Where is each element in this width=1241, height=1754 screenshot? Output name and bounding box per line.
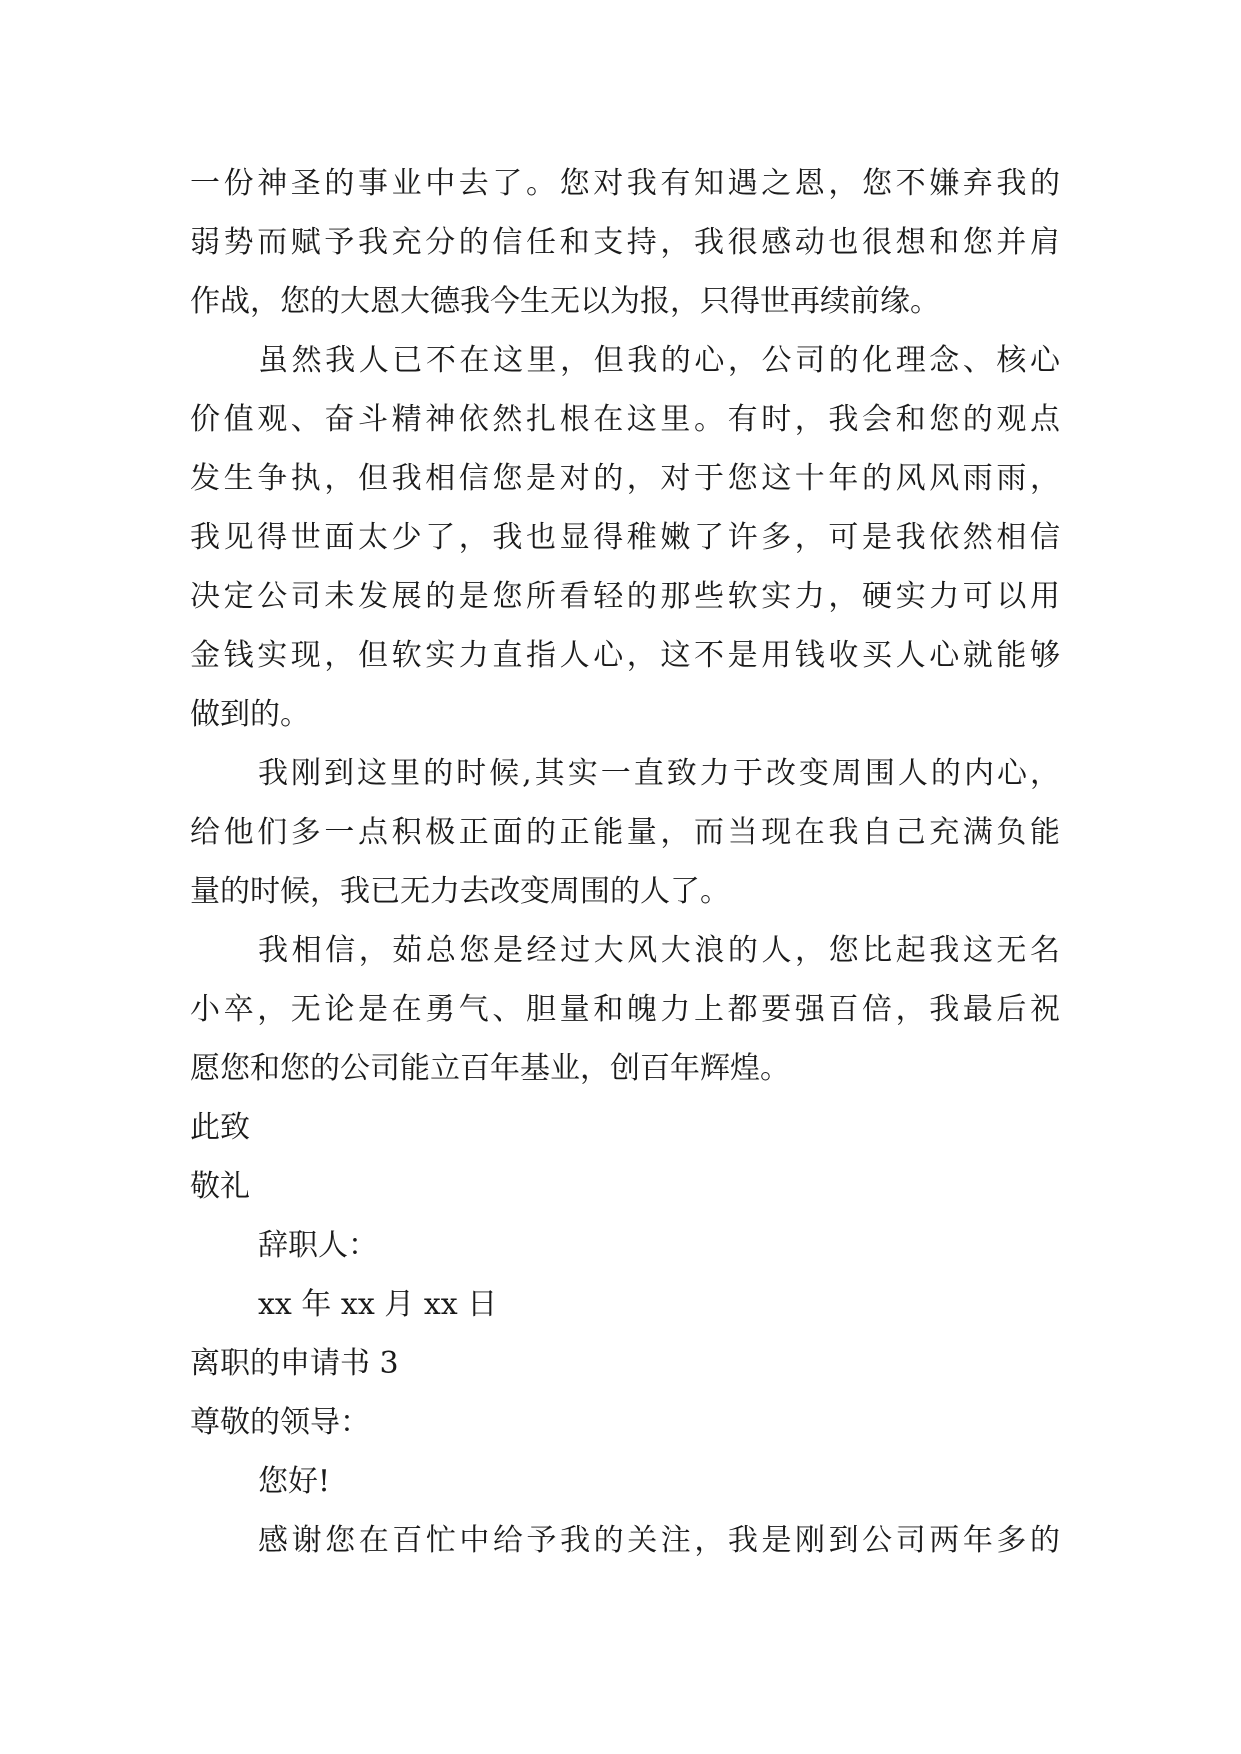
paragraph: [190, 331, 1060, 744]
text-line: 决定公司未发展的是您所看轻的那些软实力，硬实力可以用: [190, 579, 1060, 614]
text-line: 做到的。: [190, 697, 310, 732]
paragraph: [190, 921, 1060, 1098]
text-line: 感谢您在百忙中给予我的关注，我是刚到公司两年多的: [258, 1523, 1060, 1558]
text-line: 我相信，茹总您是经过大风大浪的人，您比起我这无名: [258, 933, 1060, 968]
closing-line: 此致: [190, 1110, 250, 1145]
text-line: 愿您和您的公司能立百年基业，创百年辉煌。: [190, 1051, 790, 1086]
text-line: 我见得世面太少了，我也显得稚嫩了许多，可是我依然相信: [190, 520, 1060, 555]
text-line: 小卒，无论是在勇气、胆量和魄力上都要强百倍，我最后祝: [190, 992, 1060, 1027]
text-line: 弱势而赋予我充分的信任和支持，我很感动也很想和您并肩: [190, 225, 1060, 260]
text-line: 作战，您的大恩大德我今生无以为报，只得世再续前缘。: [190, 284, 940, 319]
text-line: 一份神圣的事业中去了。您对我有知遇之恩，您不嫌弃我的: [190, 166, 1060, 201]
paragraph: [190, 154, 1060, 331]
closing-line: 敬礼: [190, 1169, 250, 1204]
paragraph: [190, 1511, 1060, 1570]
date-line: xx 年 xx 月 xx 日: [258, 1287, 498, 1322]
text-line: 给他们多一点积极正面的正能量，而当现在我自己充满负能: [190, 815, 1060, 850]
text-line: 金钱实现，但软实力直指人心，这不是用钱收买人心就能够: [190, 638, 1060, 673]
text-line: 我刚到这里的时候,其实一直致力于改变周围人的内心，: [258, 756, 1060, 791]
text-line: 虽然我人已不在这里，但我的心，公司的化理念、核心: [258, 343, 1060, 378]
text-line: 发生争执，但我相信您是对的，对于您这十年的风风雨雨，: [190, 461, 1060, 496]
paragraph: [190, 744, 1060, 921]
greeting: 您好!: [258, 1464, 331, 1499]
text-line: 价值观、奋斗精神依然扎根在这里。有时，我会和您的观点: [190, 402, 1060, 437]
document-body: [190, 154, 1060, 1570]
section-title: 离职的申请书 3: [190, 1346, 399, 1381]
signer-label: 辞职人：: [258, 1228, 378, 1263]
text-line: 量的时候，我已无力去改变周围的人了。: [190, 874, 730, 909]
salutation: 尊敬的领导：: [190, 1405, 370, 1440]
